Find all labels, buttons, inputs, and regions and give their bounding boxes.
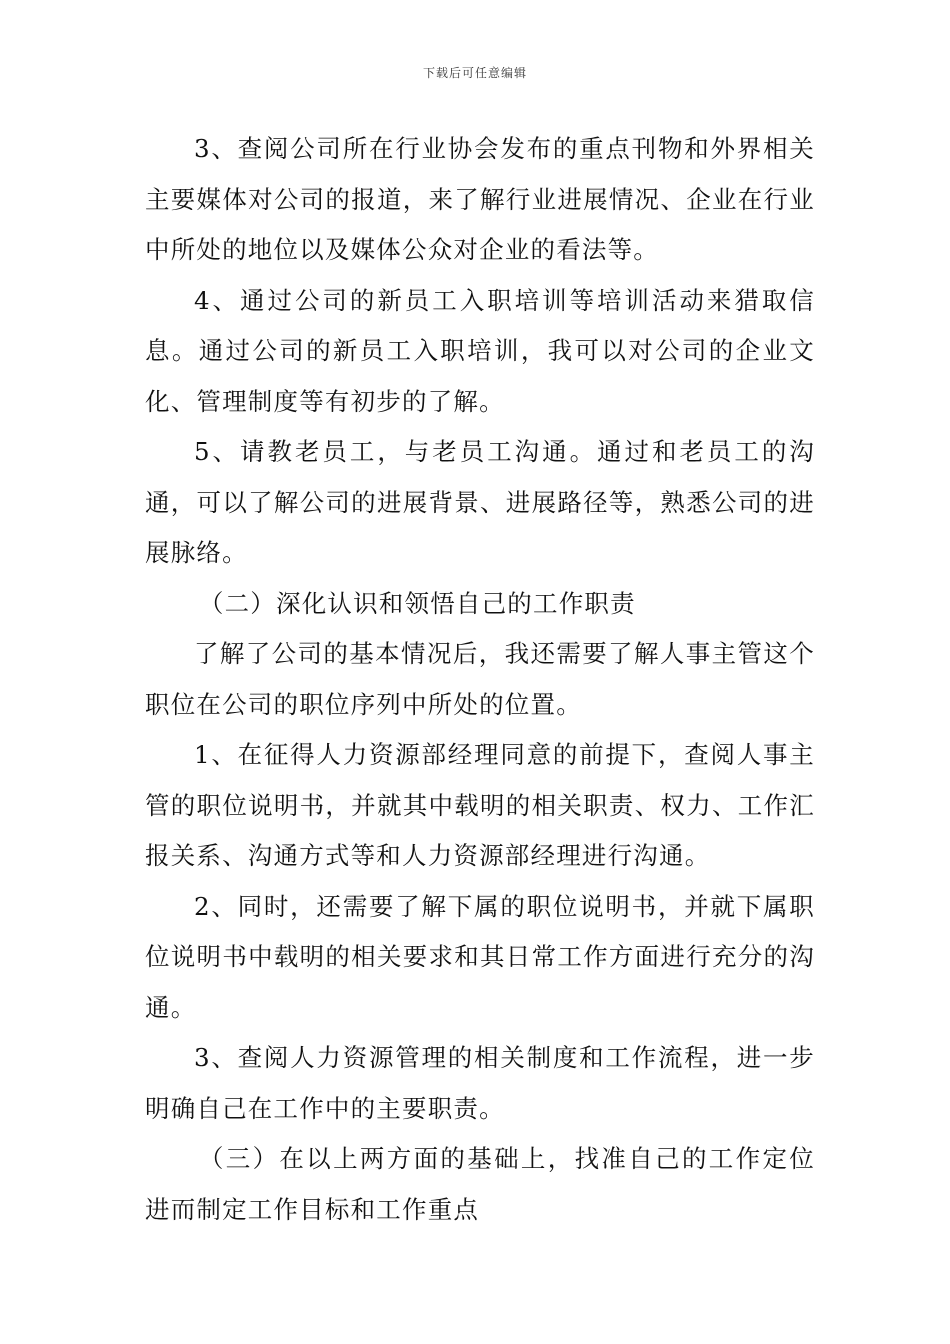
paragraph-intro: 了解了公司的基本情况后，我还需要了解人事主管这个职位在公司的职位序列中所处的位置。 xyxy=(145,639,815,719)
section-heading-3: （三）在以上两方面的基础上，找准自己的工作定位进而制定工作目标和工作重点 xyxy=(145,1144,815,1224)
page-header: 下载后可任意编辑 xyxy=(422,66,527,80)
document-body xyxy=(145,124,815,1235)
section-heading-2: （二）深化认识和领悟自己的工作职责 xyxy=(198,588,636,618)
paragraph-item-3: 3、查阅公司所在行业协会发布的重点刊物和外界相关主要媒体对公司的报道，来了解行业进展情况、企业在行业中所处的地位以及媒体公众对企业的看法等。 xyxy=(145,134,815,264)
paragraph-item-1: 1、在征得人力资源部经理同意的前提下，查阅人事主管的职位说明书，并就其中载明的相关职责、权力、工作汇报关系、沟通方式等和人力资源部经理进行沟通。 xyxy=(145,740,815,870)
paragraph-item-5: 5、请教老员工，与老员工沟通。通过和老员工的沟通，可以了解公司的进展背景、进展路径等，熟悉公司的进展脉络。 xyxy=(145,437,815,567)
paragraph-item-4: 4、通过公司的新员工入职培训等培训活动来猎取信息。通过公司的新员工入职培训，我可以对公司的企业文化、管理制度等有初步的了解。 xyxy=(145,285,815,416)
paragraph-item-3b: 3、查阅人力资源管理的相关制度和工作流程，进一步明确自己在工作中的主要职责。 xyxy=(145,1043,815,1123)
paragraph-item-2: 2、同时，还需要了解下属的职位说明书，并就下属职位说明书中载明的相关要求和其日常工作方面进行充分的沟通。 xyxy=(145,891,815,1022)
